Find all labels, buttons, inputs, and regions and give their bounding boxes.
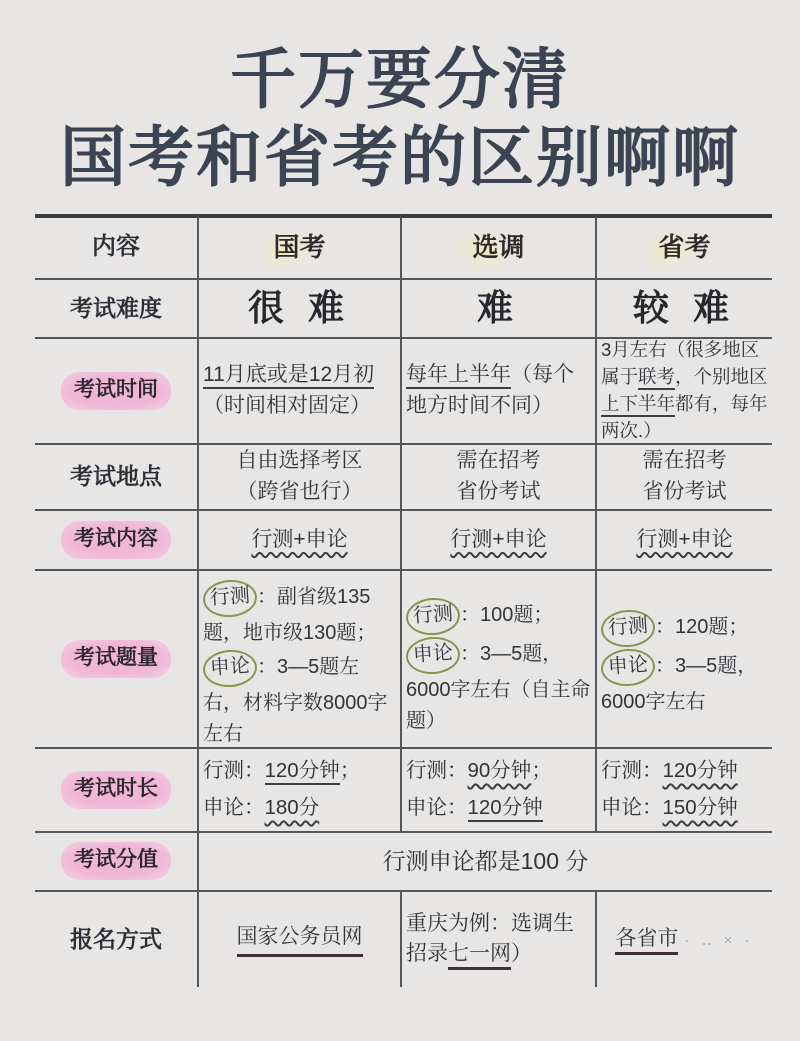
row-label-duration xyxy=(35,747,197,831)
location-label-text: 考试地点 xyxy=(70,463,162,490)
duration-guokao-p2: ； xyxy=(339,758,361,782)
row-label-exam-content xyxy=(35,509,197,569)
duration-shengkao-w1: 120分钟 xyxy=(662,758,738,782)
time-shengkao-p3: 都有，每年两次.） xyxy=(601,392,768,441)
location-guokao-text: 自由选择考区（跨省也行） xyxy=(236,449,363,503)
cell-difficulty-guokao xyxy=(197,278,400,337)
cell-content-guokao xyxy=(197,509,400,569)
registration-xuandiao-p2: ） xyxy=(511,942,532,966)
row-label-location xyxy=(35,443,197,509)
header-content-label: 内容 xyxy=(92,233,140,261)
quantity-shengkao-xingce-text: ：120题； xyxy=(655,615,749,638)
cell-duration-xuandiao xyxy=(400,747,595,831)
registration-xuandiao-p1: 重庆为例：选调生招录 xyxy=(406,911,574,966)
cell-content-shengkao xyxy=(595,509,772,569)
duration-guokao-u1: 120分钟 xyxy=(265,759,340,785)
quantity-guokao-text xyxy=(203,579,396,750)
quantity-shengkao-shenlun-text: ：3—5题，6000字左右 xyxy=(601,654,758,713)
registration-shengkao-faint-marks: · ‥ × · xyxy=(684,932,754,950)
duration-xuandiao-w1: 90分钟 xyxy=(467,758,532,782)
exam-time-pill: 考试时间 xyxy=(61,372,171,410)
title-line-1: 千万要分清 xyxy=(230,44,570,117)
quantity-xuandiao-shenlun-circle: 申论 xyxy=(405,635,461,676)
time-guokao-u1: 11月底或是 xyxy=(203,363,309,389)
difficulty-shengkao-text: 较 难 xyxy=(632,287,736,329)
cell-time-guokao xyxy=(197,337,400,443)
time-shengkao-text xyxy=(601,337,768,444)
registration-xuandiao-u1: 七一网 xyxy=(448,942,511,970)
duration-xuandiao-p3: 申论： xyxy=(406,795,468,819)
quantity-shengkao-xingce-circle: 行测 xyxy=(600,608,656,649)
row-label-registration xyxy=(35,890,197,987)
cell-difficulty-xuandiao xyxy=(400,278,595,337)
header-shengkao-label: 省考 xyxy=(642,226,726,270)
header-xuandiao-label: 选调 xyxy=(456,226,540,270)
cell-registration-guokao xyxy=(197,890,400,987)
time-guokao-p1: （时间相对固定） xyxy=(203,393,371,417)
duration-xuandiao-p2: ； xyxy=(531,758,552,782)
registration-shengkao-text xyxy=(615,924,753,954)
time-shengkao-u1: 联考 xyxy=(638,366,675,390)
duration-shengkao-p3: 申论： xyxy=(601,795,663,819)
quantity-xuandiao-xingce-circle: 行测 xyxy=(405,596,461,637)
cell-registration-xuandiao xyxy=(400,890,595,987)
duration-shengkao-w2: 150分钟 xyxy=(662,795,738,819)
time-xuandiao-u1: 每年上半年 xyxy=(406,363,511,389)
cell-content-xuandiao xyxy=(400,509,595,569)
cell-difficulty-shengkao xyxy=(595,278,772,337)
difficulty-label-text: 考试难度 xyxy=(70,294,162,321)
difficulty-xuandiao-text: 难 xyxy=(476,287,520,329)
quantity-xuandiao-text xyxy=(406,579,591,737)
cell-score-all xyxy=(197,831,772,890)
cell-registration-shengkao xyxy=(595,890,772,987)
quantity-guokao-shenlun-text: ：3—5题左右，材料字数8000字左右 xyxy=(203,655,388,745)
score-value-text: 行测申论都是100 分 xyxy=(382,847,589,874)
quantity-shengkao-text xyxy=(601,579,768,718)
quantity-guokao-xingce-circle: 行测 xyxy=(202,578,258,619)
duration-shengkao-text xyxy=(601,753,738,827)
duration-xuandiao-u1: 120分钟 xyxy=(468,796,543,822)
cell-location-guokao xyxy=(197,443,400,509)
time-shengkao-p1: 3月左右（很多地区属于 xyxy=(601,339,760,387)
header-content xyxy=(35,214,197,278)
row-label-difficulty xyxy=(35,278,197,337)
duration-xuandiao-text xyxy=(406,753,552,827)
location-xuandiao-text: 需在招考省份考试 xyxy=(456,449,541,503)
time-guokao-u2: 12月初 xyxy=(309,363,374,389)
time-xuandiao-text xyxy=(406,360,591,421)
time-shengkao-u2: 上下半年 xyxy=(601,393,675,417)
header-guokao xyxy=(197,214,400,278)
page-title xyxy=(0,0,800,198)
duration-guokao-w1: 180分 xyxy=(264,795,320,819)
difficulty-guokao-text: 很 难 xyxy=(247,287,351,329)
duration-shengkao-p1: 行测： xyxy=(601,758,663,782)
quantity-xuandiao-shenlun-text: ：3—5题，6000字左右（自主命题） xyxy=(406,642,591,732)
score-pill: 考试分值 xyxy=(61,842,171,880)
cell-quantity-xuandiao xyxy=(400,569,595,747)
quantity-guokao-shenlun-circle: 申论 xyxy=(202,648,258,689)
registration-label-text: 报名方式 xyxy=(70,925,162,952)
time-guokao-text xyxy=(203,360,396,421)
duration-guokao-p3: 申论： xyxy=(203,795,265,819)
cell-quantity-shengkao xyxy=(595,569,772,747)
cell-location-xuandiao xyxy=(400,443,595,509)
duration-pill: 考试时长 xyxy=(61,771,171,809)
quantity-guokao-xingce-text: ：副省级135题，地市级130题； xyxy=(203,585,377,644)
quantity-xuandiao-xingce-text: ：100题； xyxy=(460,603,554,626)
row-label-quantity xyxy=(35,569,197,747)
registration-xuandiao-text xyxy=(406,909,591,970)
location-shengkao-text: 需在招考省份考试 xyxy=(642,449,727,503)
registration-guokao-text: 国家公务员网 xyxy=(237,922,363,957)
header-xuandiao xyxy=(400,214,595,278)
duration-xuandiao-p1: 行测： xyxy=(406,758,468,782)
cell-quantity-guokao xyxy=(197,569,400,747)
content-shengkao-text: 行测+申论 xyxy=(636,527,733,551)
cell-location-shengkao xyxy=(595,443,772,509)
quantity-shengkao-shenlun-circle: 申论 xyxy=(600,647,656,688)
cell-duration-shengkao xyxy=(595,747,772,831)
title-line-2: 国考和省考的区别啊啊 xyxy=(60,121,740,195)
comparison-table xyxy=(35,214,772,987)
cell-time-xuandiao xyxy=(400,337,595,443)
duration-guokao-text xyxy=(203,753,360,827)
cell-time-shengkao xyxy=(595,337,772,443)
time-xuandiao-p1: （每个地方时间不同） xyxy=(406,363,574,417)
header-guokao-label: 国考 xyxy=(257,226,341,270)
row-label-score xyxy=(35,831,197,890)
time-shengkao-p2: ，个别地区 xyxy=(675,365,768,387)
registration-shengkao-u1: 各省市 xyxy=(615,927,678,955)
header-shengkao xyxy=(595,214,772,278)
cell-duration-guokao xyxy=(197,747,400,831)
duration-guokao-p1: 行测： xyxy=(203,758,265,782)
content-guokao-text: 行测+申论 xyxy=(251,527,348,551)
content-xuandiao-text: 行测+申论 xyxy=(450,527,547,551)
row-label-exam-time xyxy=(35,337,197,443)
exam-content-pill: 考试内容 xyxy=(61,521,171,559)
quantity-pill: 考试题量 xyxy=(61,640,171,678)
